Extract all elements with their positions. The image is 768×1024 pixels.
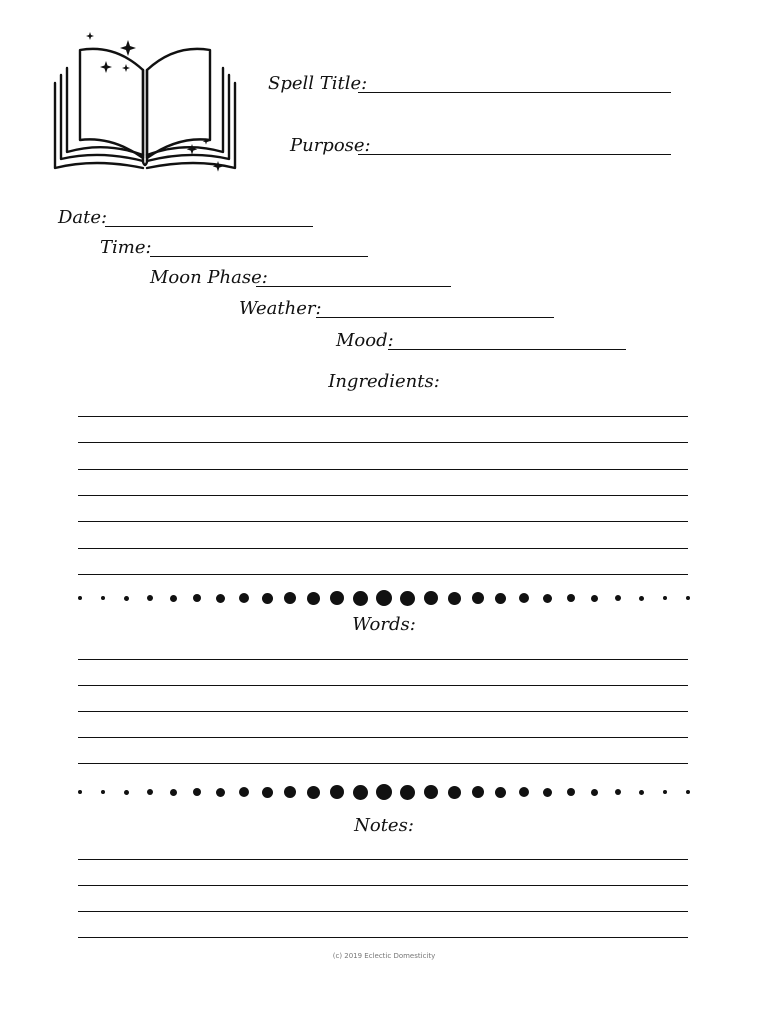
divider-dot [591, 595, 598, 602]
writing-line[interactable] [78, 416, 688, 417]
divider-dot [567, 788, 575, 796]
divider-dot [400, 785, 415, 800]
writing-line[interactable] [78, 659, 688, 660]
divider-dot [284, 786, 296, 798]
divider-dot [376, 784, 392, 800]
divider-dot [519, 593, 529, 603]
open-book-icon [50, 28, 245, 178]
divider-dot [495, 787, 506, 798]
writing-line[interactable] [78, 737, 688, 738]
spell-title-field[interactable] [358, 92, 671, 93]
time-field[interactable] [150, 256, 368, 257]
divider-dot [170, 595, 177, 602]
weather-label: Weather: [239, 298, 322, 319]
divider-dot [615, 789, 621, 795]
sparkle-icon [122, 64, 130, 72]
writing-line[interactable] [78, 911, 688, 912]
writing-line[interactable] [78, 495, 688, 496]
divider-dot [216, 594, 225, 603]
divider-dot [448, 786, 461, 799]
divider-dot [124, 596, 129, 601]
divider-dot [448, 592, 461, 605]
divider-dot [686, 790, 690, 794]
divider-dot [193, 594, 201, 602]
divider-dot [284, 592, 296, 604]
divider-dot [353, 785, 368, 800]
writing-line[interactable] [78, 711, 688, 712]
divider-dot [400, 591, 415, 606]
writing-line[interactable] [78, 685, 688, 686]
writing-line[interactable] [78, 521, 688, 522]
moon-phase-label: Moon Phase: [150, 267, 268, 288]
date-field[interactable] [105, 226, 313, 227]
divider-dot [330, 785, 344, 799]
writing-line[interactable] [78, 763, 688, 764]
divider-dot [424, 785, 438, 799]
divider-dot [519, 787, 529, 797]
purpose-field[interactable] [358, 154, 671, 155]
divider-dot [101, 790, 105, 794]
sparkle-icon [120, 40, 136, 56]
divider-dot [663, 596, 667, 600]
divider-dot [543, 594, 552, 603]
writing-line[interactable] [78, 548, 688, 549]
divider-dot [78, 790, 82, 794]
ingredients-heading: Ingredients: [328, 371, 440, 392]
divider-dot [495, 593, 506, 604]
weather-field[interactable] [316, 317, 554, 318]
copyright-footer: (c) 2019 Eclectic Domesticity [332, 952, 436, 960]
divider-dot [472, 592, 484, 604]
mood-label: Mood: [336, 330, 394, 351]
date-label: Date: [58, 207, 108, 228]
writing-line[interactable] [78, 885, 688, 886]
writing-line[interactable] [78, 937, 688, 938]
writing-line[interactable] [78, 442, 688, 443]
writing-line[interactable] [78, 859, 688, 860]
divider-dot [262, 787, 273, 798]
purpose-label: Purpose: [290, 135, 371, 156]
moon-phase-field[interactable] [256, 286, 451, 287]
notes-heading: Notes: [354, 815, 414, 836]
divider-dot [216, 788, 225, 797]
sparkle-icon [187, 144, 198, 155]
divider-dot [639, 790, 644, 795]
divider-dot [124, 790, 129, 795]
sparkle-icon [86, 32, 94, 40]
divider-dot [353, 591, 368, 606]
divider-dot [193, 788, 201, 796]
divider-dot [330, 591, 344, 605]
divider-dot [543, 788, 552, 797]
words-heading: Words: [352, 614, 416, 635]
mood-field[interactable] [388, 349, 626, 350]
divider-dot [567, 594, 575, 602]
writing-line[interactable] [78, 469, 688, 470]
spell-title-label: Spell Title: [268, 73, 368, 94]
divider-dot [101, 596, 105, 600]
divider-dot [147, 595, 153, 601]
divider-dot [376, 590, 392, 606]
divider-dot [686, 596, 690, 600]
divider-dot [147, 789, 153, 795]
time-label: Time: [100, 237, 152, 258]
divider-dot [615, 595, 621, 601]
divider-dot [262, 593, 273, 604]
divider-dot [170, 789, 177, 796]
divider-dot [639, 596, 644, 601]
writing-line[interactable] [78, 574, 688, 575]
divider-dot [424, 591, 438, 605]
divider-dot [591, 789, 598, 796]
divider-dot [78, 596, 82, 600]
divider-dot [239, 593, 249, 603]
divider-dot [472, 786, 484, 798]
sparkle-icon [100, 61, 112, 73]
divider-dot [307, 786, 320, 799]
sparkle-icon [213, 161, 224, 172]
divider-dot [663, 790, 667, 794]
divider-dot [239, 787, 249, 797]
divider-dot [307, 592, 320, 605]
